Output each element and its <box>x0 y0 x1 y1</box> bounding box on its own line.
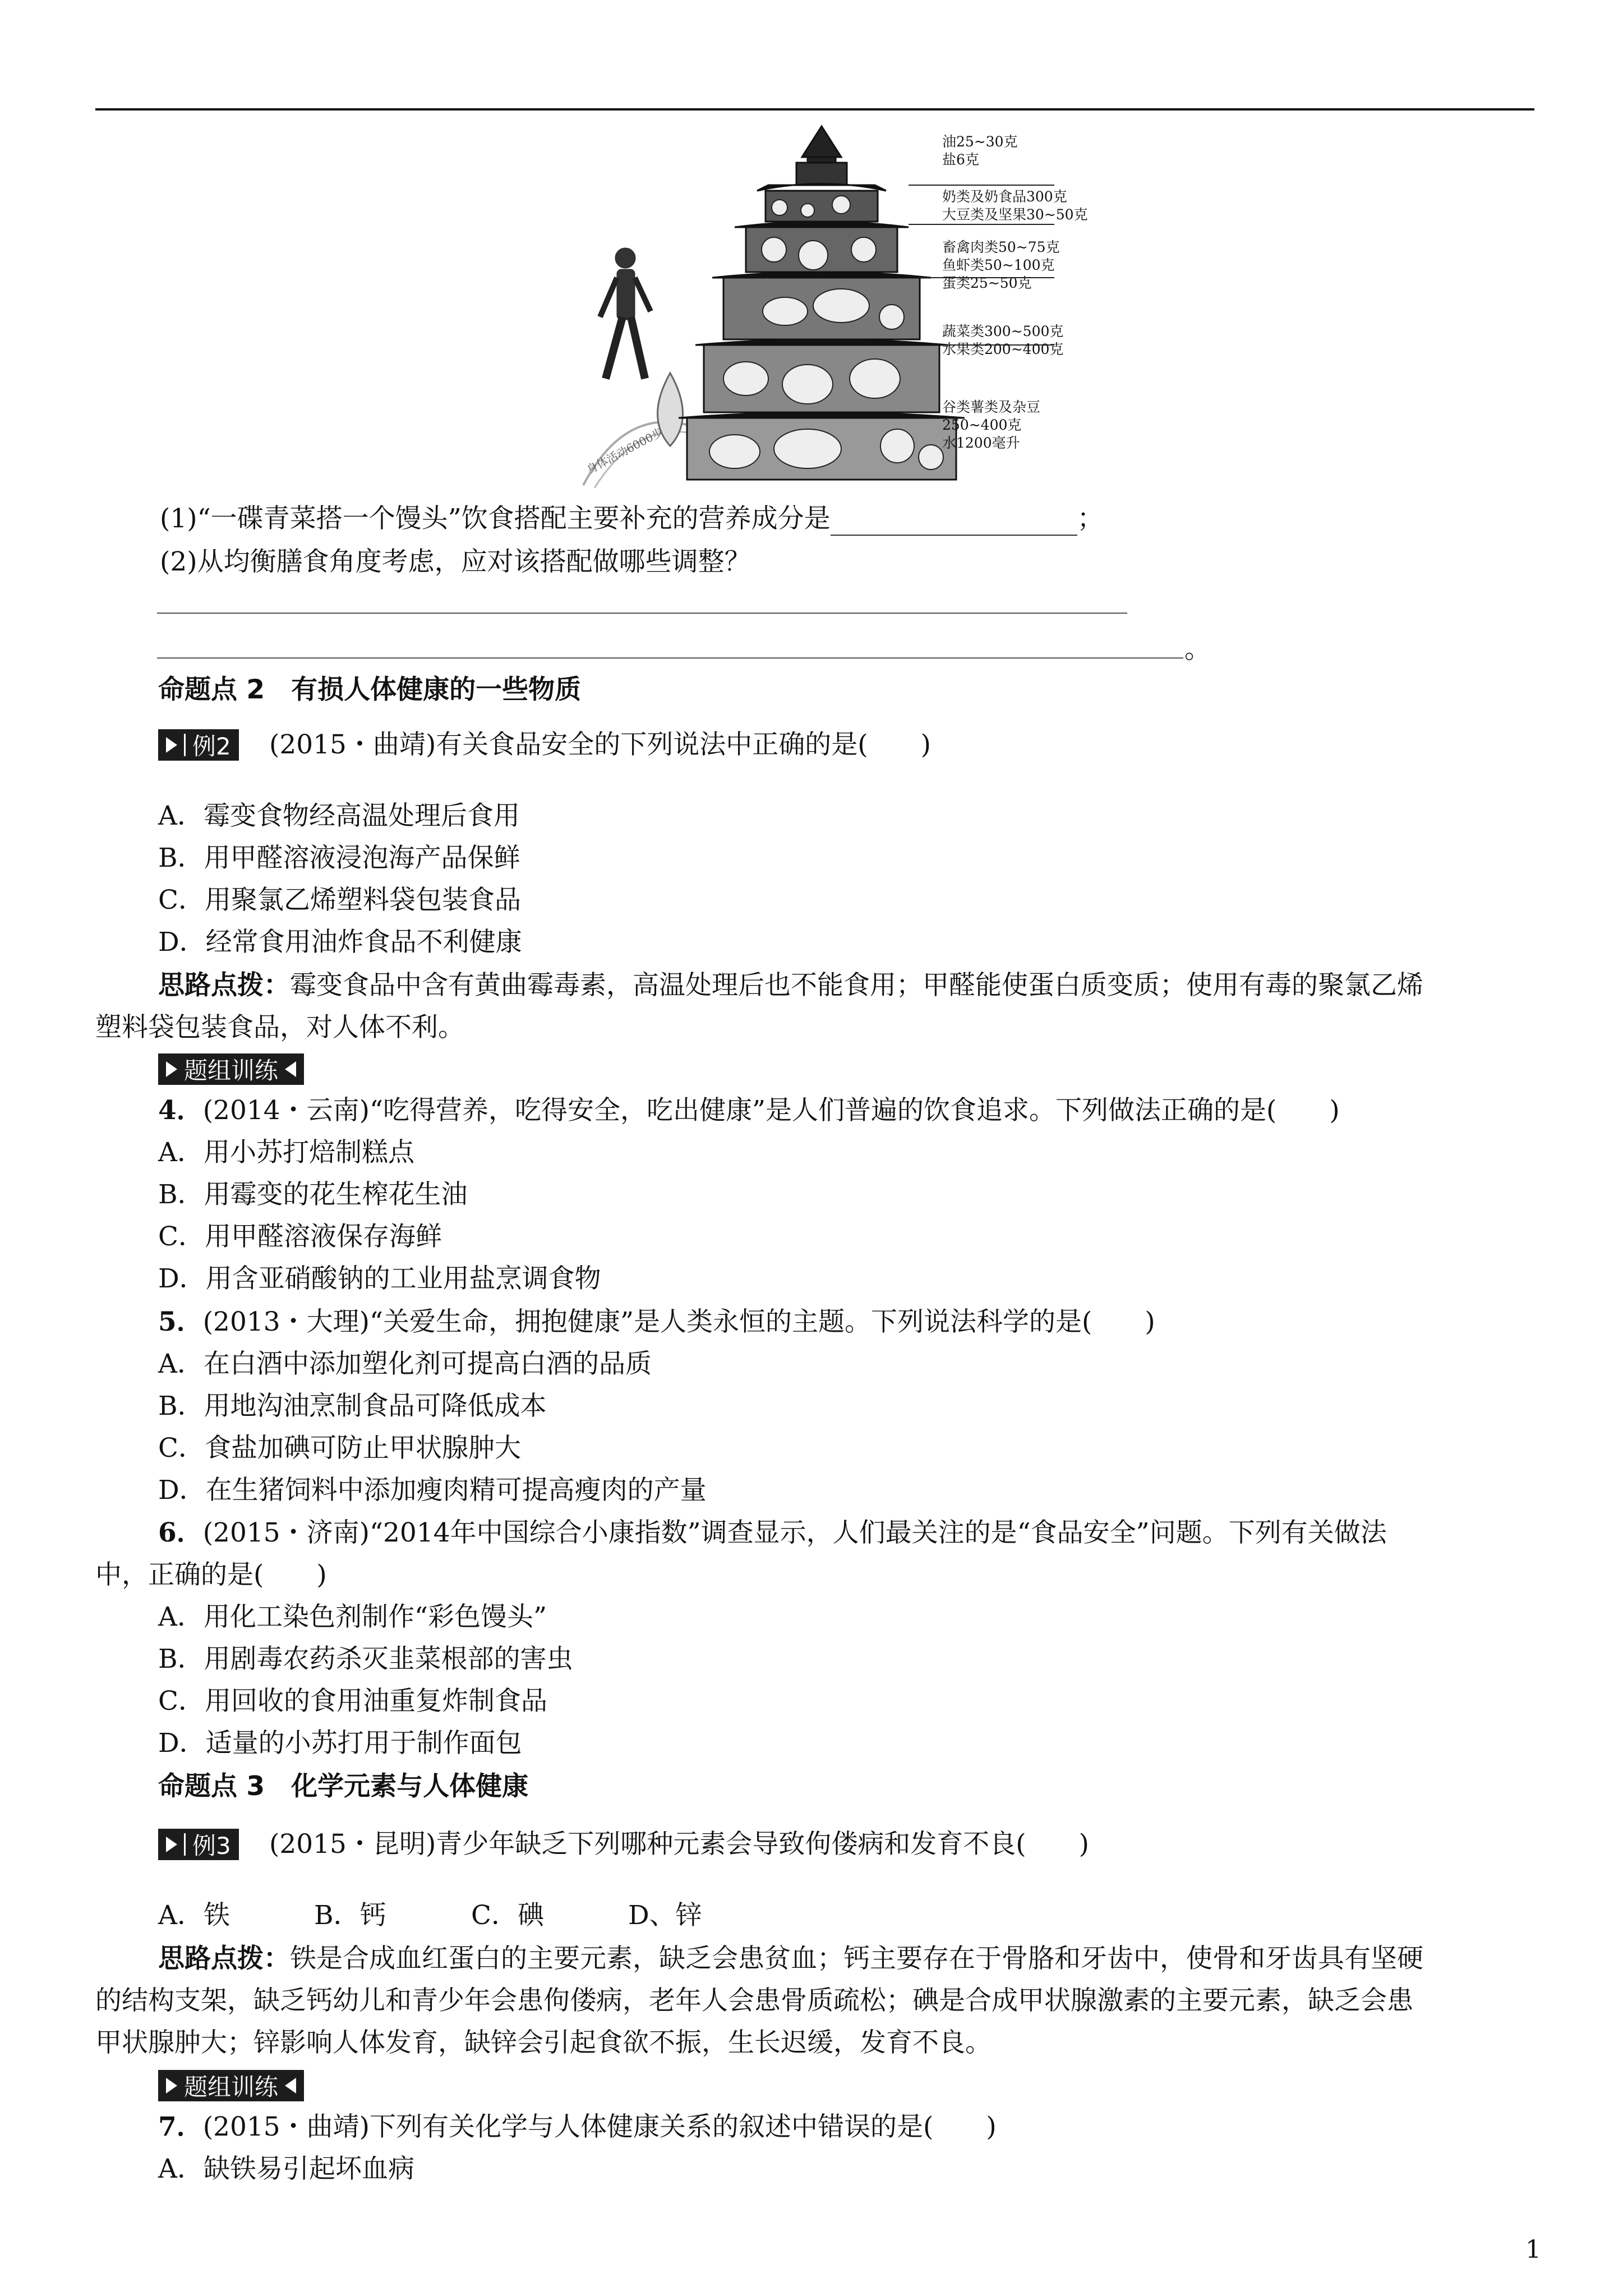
answer-blank-1[interactable] <box>831 510 1077 536</box>
example2-option-b: B．用甲醛溶液浸泡海产品保鲜 <box>158 843 520 873</box>
page-number: 1 <box>1525 2235 1541 2264</box>
question-6-option-a: A．用化工染色剂制作“彩色馒头” <box>158 1602 547 1632</box>
pyramid-label-meat: 畜禽肉类50~75克 鱼虾类50~100克 蛋类25~50克 <box>942 239 1060 291</box>
question-5-stem: 5．(2013・大理)“关爱生命，拥抱健康”是人类永恒的主题。下列说法科学的是( ) <box>158 1306 1155 1337</box>
example3-hint: 思路点拨：铁是合成血红蛋白的主要元素，缺乏会患贫血；钙主要存在于骨胳和牙齿中，使骨和牙齿具有坚硬 <box>158 1943 1423 1974</box>
pyramid-label-vegetables: 蔬菜类300~500克 水果类200~400克 <box>942 323 1064 357</box>
question-5-option-b: B．用地沟油烹制食品可降低成本 <box>158 1391 547 1421</box>
example3-stem: (2015・昆明)青少年缺乏下列哪种元素会导致佝偻病和发育不良( ) <box>269 1829 1089 1860</box>
question-4-option-a: A．用小苏打焙制糕点 <box>158 1137 414 1168</box>
question-6-stem-cont: 中，正确的是( ) <box>95 1559 327 1590</box>
pyramid-label-grains: 谷类薯类及杂豆 250~400克 水1200毫升 <box>942 399 1041 451</box>
section3-title: 命题点 3 化学元素与人体健康 <box>158 1771 529 1802</box>
question-4-stem: 4．(2014・云南)“吃得营养，吃得安全，吃出健康”是人们普遍的饮食追求。下列做法正确的是( ) <box>158 1095 1340 1126</box>
pyramid-arc-text: 身体活动6000步 <box>584 425 666 477</box>
example3-hint-cont-2: 甲状腺肿大；锌影响人体发育，缺锌会引起食欲不振，生长迟缓，发育不良。 <box>95 2027 992 2058</box>
question-7-option-a: A．缺铁易引起坏血病 <box>158 2154 414 2184</box>
top-rule <box>95 108 1534 111</box>
runner-figure <box>600 248 651 379</box>
question-sub1: (1)“一碟青菜搭一个馒头”饮食搭配主要补充的营养成分是 ； <box>160 502 1104 536</box>
example2-stem: (2015・曲靖)有关食品安全的下列说法中正确的是( ) <box>269 729 931 760</box>
example2-hint-cont: 塑料袋包装食品，对人体不利。 <box>95 1012 464 1043</box>
example3-option-d: D、锌 <box>628 1900 702 1931</box>
pyramid-label-dairy: 奶类及奶食品300克 大豆类及坚果30~50克 <box>942 188 1088 223</box>
question-4-option-b: B．用霉变的花生榨花生油 <box>158 1179 468 1210</box>
answer-line-1[interactable] <box>157 613 1127 614</box>
training-tag-2: 题组训练 <box>158 1053 304 1085</box>
answer-end-mark: 。 <box>1184 634 1211 665</box>
section2-title: 命题点 2 有损人体健康的一些物质 <box>158 674 582 705</box>
answer-line-2[interactable] <box>157 657 1183 659</box>
question-6-option-c: C．用回收的食用油重复炸制食品 <box>158 1686 547 1717</box>
question-6-stem: 6．(2015・济南)“2014年中国综合小康指数”调查显示，人们最关注的是“食品安全”问题。下列有关做法 <box>158 1517 1387 1548</box>
question-6-option-b: B．用剧毒农药杀灭韭菜根部的害虫 <box>158 1644 573 1674</box>
food-pyramid-figure <box>572 115 1122 488</box>
example3-tag: 例3 <box>158 1829 239 1860</box>
question-5-option-c: C．食盐加碘可防止甲状腺肿大 <box>158 1433 521 1464</box>
question-sub2: (2)从均衡膳食角度考虑，应对该搭配做哪些调整？ <box>160 546 751 577</box>
training-tag-3: 题组训练 <box>158 2070 304 2101</box>
question-6-option-d: D．适量的小苏打用于制作面包 <box>158 1728 522 1759</box>
example3-option-a: A．铁 <box>158 1900 230 1931</box>
question-5-option-a: A．在白酒中添加塑化剂可提高白酒的品质 <box>158 1349 652 1379</box>
example2-option-d: D．经常食用油炸食品不利健康 <box>158 927 522 958</box>
question-4-option-c: C．用甲醛溶液保存海鲜 <box>158 1221 442 1252</box>
pyramid-label-oil-salt: 油25~30克 盐6克 <box>942 134 1018 168</box>
example3-option-b: B．钙 <box>314 1900 386 1931</box>
example3-hint-cont-1: 的结构支架，缺乏钙幼儿和青少年会患佝偻病，老年人会患骨质疏松；碘是合成甲状腺激素的主要元素，缺乏会患 <box>95 1985 1413 2016</box>
example2-option-a: A．霉变食物经高温处理后食用 <box>158 800 520 831</box>
example2-hint: 思路点拨：霉变食品中含有黄曲霉毒素，高温处理后也不能食用；甲醛能使蛋白质变质；使用有毒的聚氯乙烯 <box>158 970 1423 1001</box>
example3-option-c: C．碘 <box>471 1900 544 1931</box>
question-5-option-d: D．在生猪饲料中添加瘦肉精可提高瘦肉的产量 <box>158 1475 707 1506</box>
example2-tag: 例2 <box>158 729 239 761</box>
question-7-stem: 7．(2015・曲靖)下列有关化学与人体健康关系的叙述中错误的是( ) <box>158 2111 997 2142</box>
example2-option-c: C．用聚氯乙烯塑料袋包装食品 <box>158 885 521 915</box>
question-4-option-d: D．用含亚硝酸钠的工业用盐烹调食物 <box>158 1263 601 1294</box>
